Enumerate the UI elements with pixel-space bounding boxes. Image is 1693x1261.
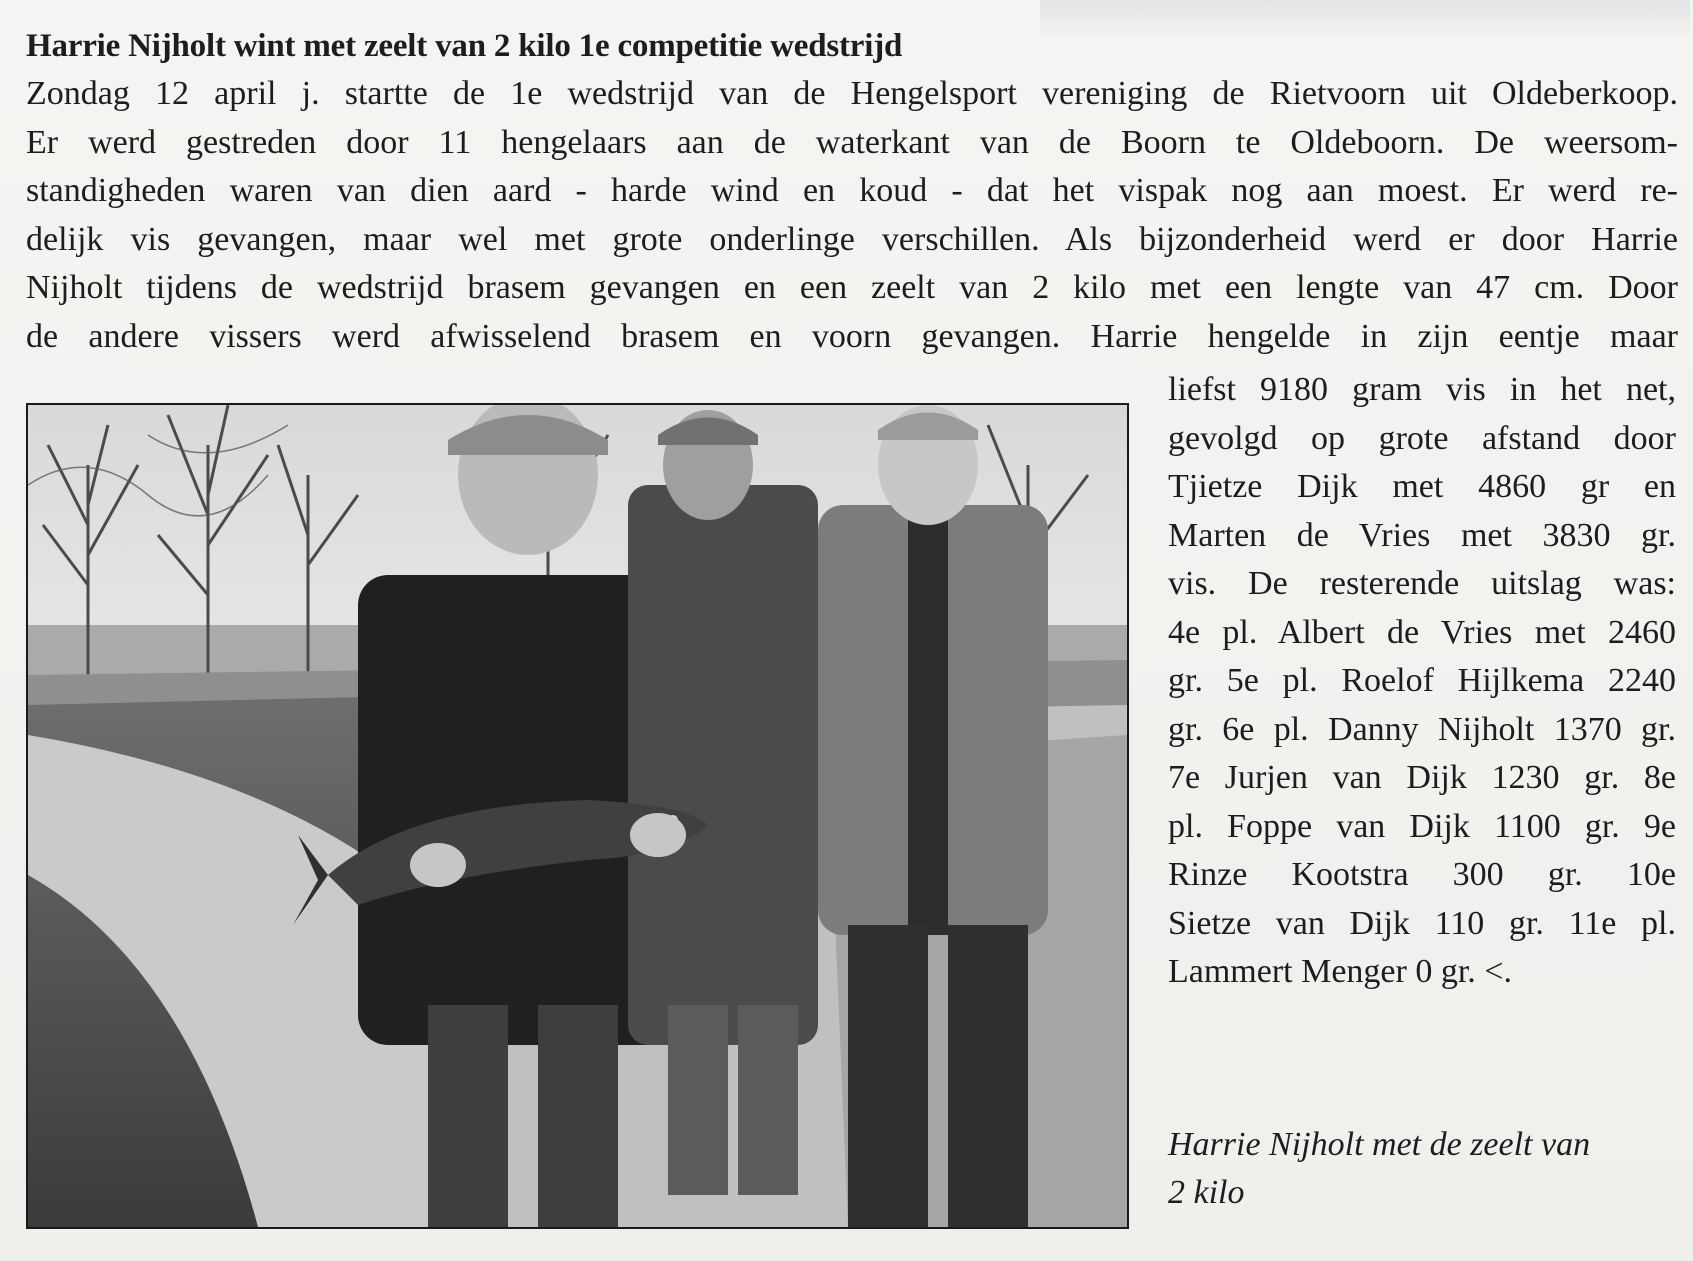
person-middle (628, 410, 818, 1195)
body-line: Zondag 12 april j. startte de 1e wedstrijd van de Hengelsport vereniging de Rietvoorn uit Oldeberkoop. (26, 75, 1678, 112)
body-line: gr. 5e pl. Roelof Hijlkema 2240 (1168, 662, 1676, 699)
caption-line: Harrie Nijholt met de zeelt van (1168, 1126, 1591, 1163)
body-line: gr. 6e pl. Danny Nijholt 1370 gr. (1168, 710, 1676, 748)
article-photo (26, 403, 1129, 1229)
body-line: Tjietze Dijk met 4860 gr en (1168, 468, 1676, 505)
body-line: Rinze Kootstra 300 gr. 10e (1168, 856, 1676, 893)
body-line: vis. De resterende uitslag was: (1168, 565, 1676, 602)
body-line: delijk vis gevangen, maar wel met grote onderlinge verschillen. Als bijzonderheid werd er door Harrie (26, 220, 1678, 258)
body-line: standigheden waren van dien aard - harde wind en koud - dat het vispak nog aan moest. Er werd re- (26, 172, 1678, 209)
article-body-full-width (26, 70, 1678, 361)
article-headline: Harrie Nijholt wint met zeelt van 2 kilo 1e competitie wedstrijd (26, 28, 903, 64)
caption-line: 2 kilo (1168, 1174, 1245, 1211)
body-line: Sietze van Dijk 110 gr. 11e pl. (1168, 904, 1676, 942)
body-line: 4e pl. Albert de Vries met 2460 (1168, 613, 1676, 651)
body-line: Marten de Vries met 3830 gr. (1168, 516, 1676, 554)
body-line: pl. Foppe van Dijk 1100 gr. 9e (1168, 807, 1676, 845)
photo-caption (1168, 1121, 1676, 1217)
body-line: Er werd gestreden door 11 hengelaars aan de waterkant van de Boorn te Oldeboorn. De weersom- (26, 123, 1678, 161)
body-line: de andere vissers werd afwisselend brasem en voorn gevangen. Harrie hengelde in zijn eentje maar (26, 317, 1678, 355)
body-line: liefst 9180 gram vis in het net, (1168, 371, 1676, 408)
photo-illustration (28, 405, 1127, 1227)
body-line: 7e Jurjen van Dijk 1230 gr. 8e (1168, 759, 1676, 796)
body-line-end: Lammert Menger 0 gr. <. (1168, 953, 1512, 990)
article (26, 22, 1678, 361)
body-line: gevolgd op grote afstand door (1168, 419, 1676, 457)
body-line: Nijholt tijdens de wedstrijd brasem gevangen en een zeelt van 2 kilo met een lengte van 47 cm. Door (26, 269, 1678, 306)
article-body-side-column (1168, 366, 1676, 997)
